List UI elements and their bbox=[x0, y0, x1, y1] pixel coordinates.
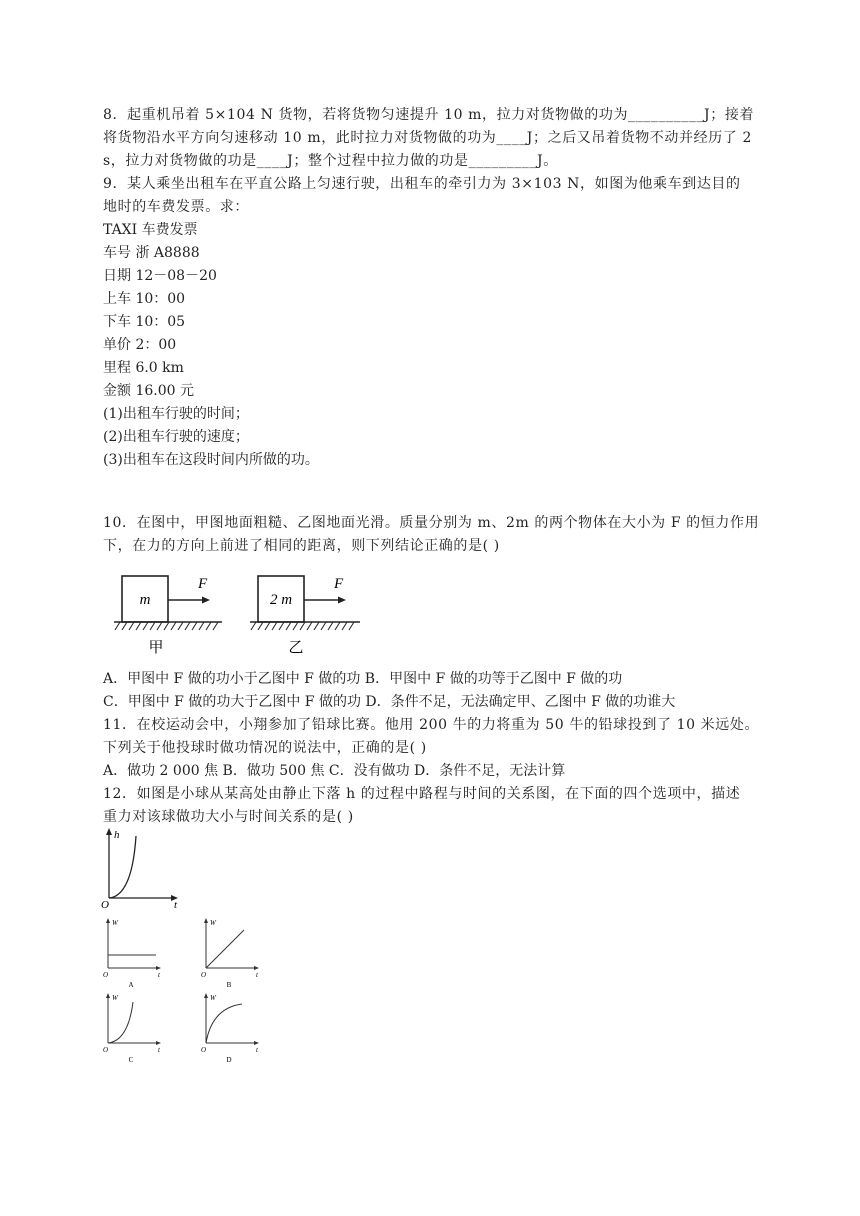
arrow-head-icon bbox=[106, 918, 110, 923]
arrow-head-icon bbox=[106, 993, 110, 998]
y-axis-label: W bbox=[210, 919, 216, 927]
option-label: B bbox=[226, 981, 232, 989]
arrow-head-icon bbox=[254, 966, 259, 970]
q8-line-3: s，拉力对货物做的功是____J；整个过程中拉力做的功是_________J。 bbox=[103, 153, 558, 169]
q9-sub-3: (3)出租车在这段时间内所做的功。 bbox=[103, 452, 319, 468]
receipt-line: 金额 16.00 元 bbox=[103, 383, 194, 399]
option-graph-c bbox=[100, 990, 170, 1065]
caption-yi: 乙 bbox=[288, 640, 304, 656]
force-label-right: F bbox=[334, 576, 344, 592]
receipt-line: 日期 12－08－20 bbox=[103, 268, 217, 284]
caption-jia: 甲 bbox=[148, 640, 164, 656]
receipt-line: 下车 10：05 bbox=[103, 314, 186, 330]
origin-label: O bbox=[101, 899, 109, 910]
y-axis-label: h bbox=[114, 829, 120, 841]
arrow-head-icon bbox=[204, 918, 208, 923]
origin-label: O bbox=[201, 1046, 207, 1054]
q12-line-2: 重力对该球做功大小与时间关系的是( ) bbox=[103, 809, 354, 825]
receipt-line: TAXI 车费发票 bbox=[103, 222, 198, 238]
option-graph-b bbox=[198, 915, 268, 990]
receipt-line: 上车 10：00 bbox=[103, 291, 186, 307]
q11-options: A．做功 2 000 焦 B．做功 500 焦 C．没有做功 D．条件不足，无法计算 bbox=[103, 763, 566, 779]
receipt-line: 单价 2：00 bbox=[103, 337, 177, 353]
q9-sub-1: (1)出租车行驶的时间； bbox=[103, 406, 249, 422]
y-axis-label: W bbox=[210, 994, 216, 1002]
w-t-curve bbox=[108, 1002, 133, 1043]
q10-figure bbox=[110, 570, 370, 662]
block-2m-label: 2 m bbox=[269, 592, 293, 608]
block-m-label: m bbox=[139, 592, 151, 608]
receipt-line: 车号 浙 A8888 bbox=[103, 245, 200, 261]
q11-line-1: 11．在校运动会中，小翔参加了铅球比赛。他用 200 牛的力将重为 50 牛的铅球投到了 10 米远处。 bbox=[103, 717, 760, 733]
y-axis-label: W bbox=[112, 994, 118, 1002]
q8-line-1: 8．起重机吊着 5×104 N 货物，若将货物匀速提升 10 m，拉力对货物做的功为__________J；接着 bbox=[103, 107, 755, 123]
origin-label: O bbox=[201, 971, 207, 979]
w-t-curve bbox=[206, 1004, 242, 1043]
w-t-line bbox=[206, 930, 244, 968]
origin-label: O bbox=[103, 971, 109, 979]
option-graph-d bbox=[198, 990, 268, 1065]
option-label: C bbox=[128, 1056, 134, 1064]
q9-line-1: 9．某人乘坐出租车在平直公路上匀速行驶，出租车的牵引力为 3×103 N，如图为他乘车到达目的 bbox=[103, 176, 741, 192]
arrow-head-icon bbox=[204, 993, 208, 998]
q9-line-2: 地时的车费发票。求： bbox=[103, 199, 249, 215]
q11-line-2: 下列关于他投球时做功情况的说法中，正确的是( ) bbox=[103, 740, 427, 756]
ground-hatch-right bbox=[251, 622, 354, 630]
h-t-curve bbox=[109, 836, 136, 898]
q10-options-ab: A．甲图中 F 做的功小于乙图中 F 做的功 B．甲图中 F 做的功等于乙图中 F 做的功 bbox=[103, 671, 623, 687]
q9-sub-2: (2)出租车行驶的速度； bbox=[103, 429, 249, 445]
arrow-head-icon bbox=[338, 597, 346, 604]
arrow-head-icon bbox=[156, 966, 161, 970]
q8-line-2: 将货物沿水平方向匀速移动 10 m，此时拉力对货物做的功为____J；之后又吊着货物不动并经历了 2 bbox=[103, 130, 752, 146]
q12-line-1: 12．如图是小球从某高处由静止下落 h 的过程中路程与时间的关系图，在下面的四个选项中，描述 bbox=[103, 786, 741, 802]
x-axis-label: t bbox=[256, 971, 258, 979]
option-label: A bbox=[128, 981, 134, 989]
q10-line-2: 下，在力的方向上前进了相同的距离，则下列结论正确的是( ) bbox=[103, 538, 500, 554]
x-axis-label: t bbox=[158, 1046, 160, 1054]
q12-main-graph bbox=[100, 826, 190, 910]
force-label-left: F bbox=[198, 576, 208, 592]
y-axis-label: W bbox=[112, 919, 118, 927]
arrow-head-icon bbox=[202, 597, 210, 604]
option-graph-a bbox=[100, 915, 170, 990]
arrow-head-icon bbox=[156, 1041, 161, 1045]
arrow-head-icon bbox=[106, 828, 112, 835]
option-label: D bbox=[226, 1056, 232, 1064]
q10-options-cd: C．甲图中 F 做的功大于乙图中 F 做的功 D．条件不足，无法确定甲、乙图中 F 做的功谁大 bbox=[103, 694, 676, 710]
origin-label: O bbox=[103, 1046, 109, 1054]
x-axis-label: t bbox=[174, 899, 178, 910]
x-axis-label: t bbox=[158, 971, 160, 979]
x-axis-label: t bbox=[256, 1046, 258, 1054]
ground-hatch-left bbox=[115, 622, 218, 630]
q10-line-1: 10．在图中，甲图地面粗糙、乙图地面光滑。质量分别为 m、2m 的两个物体在大小为 F 的恒力作用 bbox=[103, 515, 760, 531]
receipt-line: 里程 6.0 km bbox=[103, 360, 184, 376]
arrow-head-icon bbox=[254, 1041, 259, 1045]
